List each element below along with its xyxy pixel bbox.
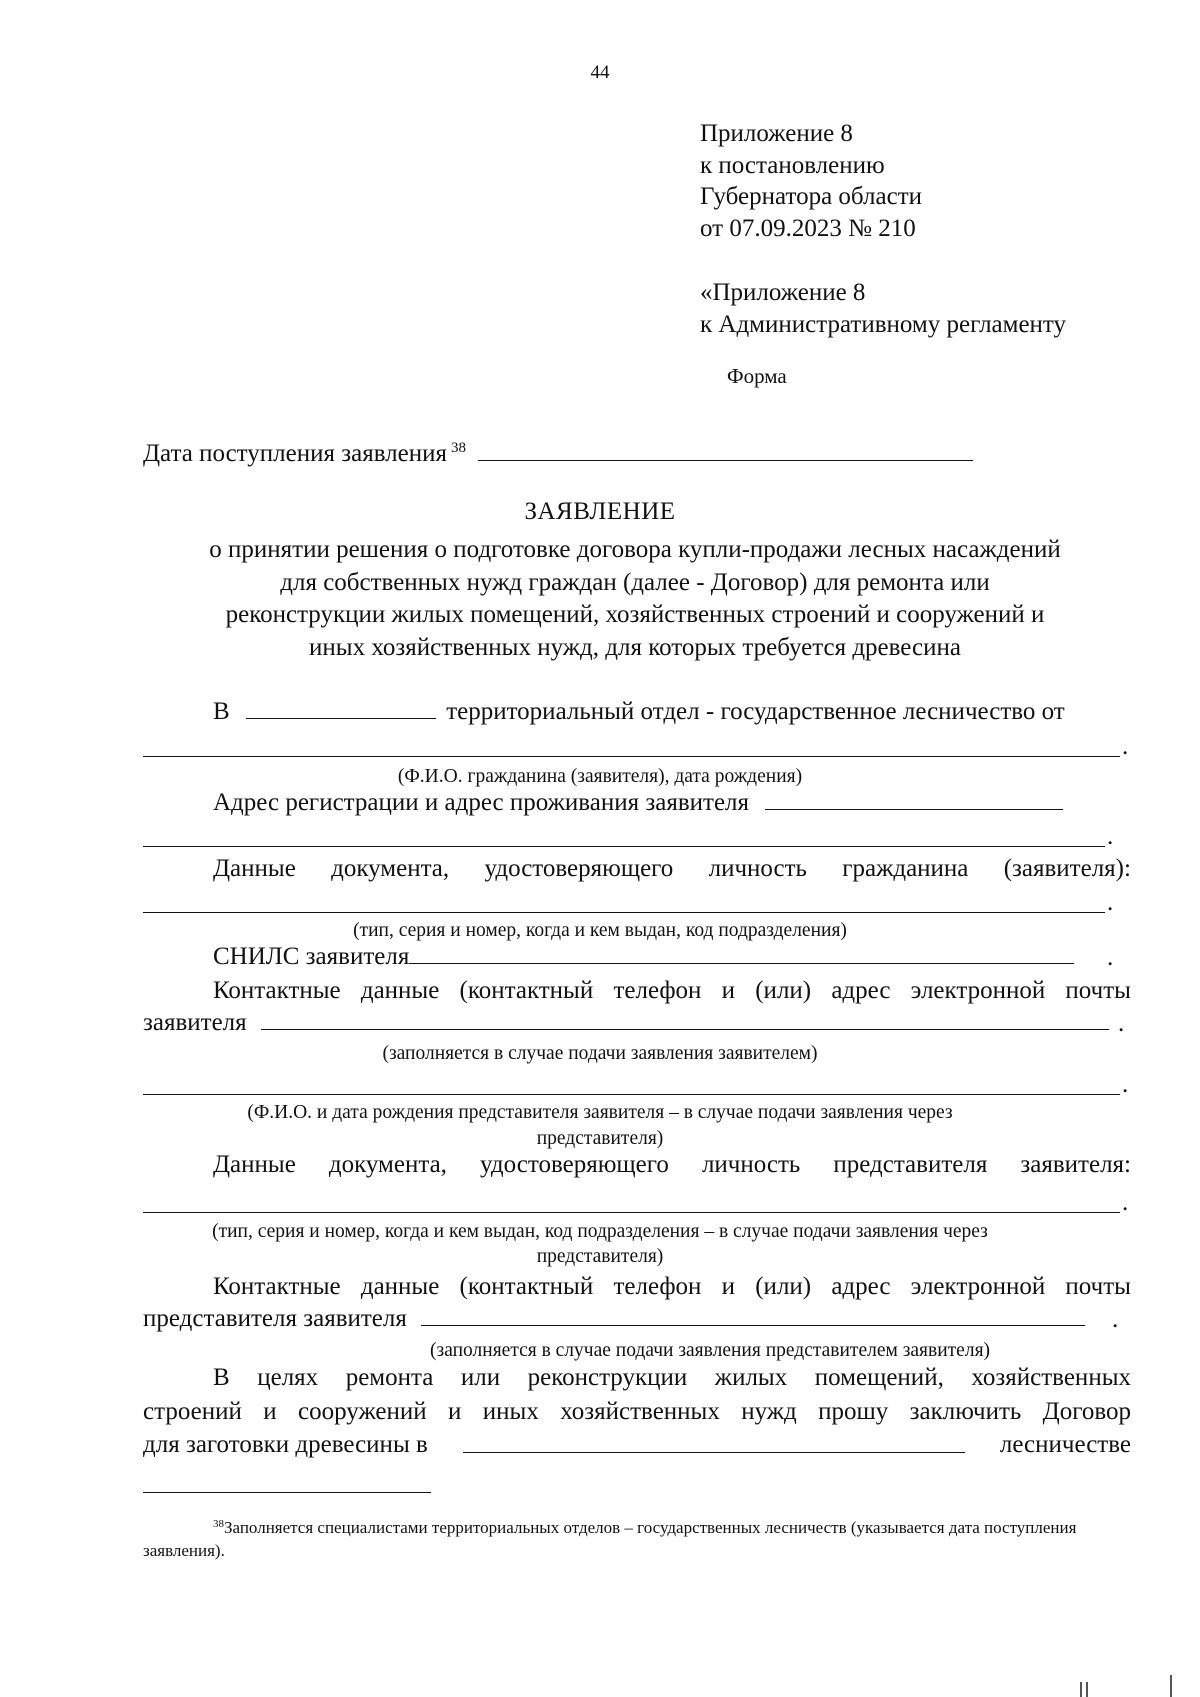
contacts-word: Контактные bbox=[213, 977, 341, 1004]
rep-contacts-word: адрес bbox=[831, 1273, 891, 1300]
appendix-header-line: от 07.09.2023 № 210 bbox=[700, 214, 916, 242]
appendix-regulation-line: к Административному регламенту bbox=[700, 311, 1067, 338]
request-word: Договор bbox=[1042, 1398, 1131, 1425]
request-word: прошу bbox=[818, 1398, 889, 1425]
scan-mark bbox=[1080, 1682, 1082, 1697]
request-word: жилых bbox=[714, 1364, 788, 1391]
address-row bbox=[213, 789, 1063, 817]
contacts-caption: (заполняется в случае подачи заявления заявителем) bbox=[382, 1043, 818, 1064]
contacts-row bbox=[213, 977, 1131, 1005]
id-doc-word: (заявителя): bbox=[1003, 855, 1131, 882]
contacts-field[interactable] bbox=[261, 1028, 1109, 1030]
rep-contacts-word: (контактный bbox=[459, 1273, 594, 1300]
snils-label: СНИЛС заявителя bbox=[213, 943, 410, 970]
id-doc-word: личность bbox=[708, 855, 807, 882]
id-doc-word: документа, bbox=[331, 855, 450, 882]
to-prefix: В bbox=[213, 698, 230, 725]
appendix-regulation bbox=[700, 277, 1066, 341]
request-word: хозяйственных bbox=[560, 1398, 720, 1425]
appendix-header-line: Приложение 8 bbox=[700, 120, 853, 147]
representative-name-field[interactable] bbox=[143, 1094, 1120, 1095]
rep-contacts-row-cont bbox=[143, 1305, 1085, 1333]
subtitle-line: реконструкции жилых помещений, хозяйственных строений и сооружений и bbox=[225, 601, 1045, 628]
date-received-field[interactable] bbox=[478, 459, 973, 461]
contacts-label-cont: заявителя bbox=[143, 1009, 247, 1036]
rep-doc-word: личность bbox=[701, 1151, 801, 1178]
request-word: заключить bbox=[909, 1398, 1022, 1425]
form-label: Форма bbox=[727, 364, 787, 388]
address-field-cont[interactable] bbox=[143, 846, 1105, 847]
request-line bbox=[143, 1398, 1131, 1426]
line-end-dot: . bbox=[1107, 944, 1114, 971]
id-doc-word: гражданина bbox=[842, 855, 969, 882]
rep-doc-field[interactable] bbox=[143, 1212, 1120, 1213]
line-end-dot: . bbox=[1107, 889, 1114, 916]
rep-doc-row bbox=[213, 1151, 1131, 1179]
date-received-label: Дата поступления заявления bbox=[143, 440, 448, 467]
id-doc-field[interactable] bbox=[143, 912, 1105, 913]
to-department-row bbox=[213, 698, 1065, 726]
contacts-word: электронной bbox=[910, 977, 1046, 1004]
line-end-dot: . bbox=[1107, 823, 1114, 850]
request-line bbox=[213, 1364, 1131, 1392]
address-field[interactable] bbox=[765, 808, 1063, 810]
rep-contacts-row bbox=[213, 1273, 1131, 1301]
id-doc-row bbox=[213, 855, 1131, 883]
request-word: целях bbox=[257, 1364, 319, 1391]
snils-row bbox=[213, 943, 1074, 971]
request-word: помещений, bbox=[814, 1364, 944, 1391]
subtitle-line: иных хозяйственных нужд, для которых требуется древесина bbox=[309, 633, 961, 661]
contacts-word: адрес bbox=[831, 977, 891, 1004]
request-word: строений bbox=[143, 1398, 242, 1425]
request-word: ремонта bbox=[345, 1364, 434, 1391]
scan-mark bbox=[1086, 1682, 1088, 1697]
document-title: ЗАЯВЛЕНИЕ bbox=[524, 498, 676, 525]
applicant-caption: (Ф.И.О. гражданина (заявителя), дата рождения) bbox=[397, 766, 803, 787]
rep-contacts-word: телефон bbox=[613, 1273, 702, 1300]
appendix-header-line: Губернатора области bbox=[700, 183, 922, 210]
request-word: или bbox=[460, 1364, 501, 1391]
date-received-row bbox=[143, 440, 973, 468]
department-field[interactable] bbox=[246, 717, 436, 719]
request-line bbox=[143, 1431, 1131, 1459]
representative-caption: представителя) bbox=[536, 1128, 664, 1149]
rep-doc-word: заявителя: bbox=[1020, 1151, 1131, 1178]
rep-contacts-word: почты bbox=[1065, 1273, 1131, 1300]
appendix-regulation-line: «Приложение 8 bbox=[700, 279, 866, 306]
snils-field[interactable] bbox=[409, 962, 1074, 964]
id-doc-word: Данные bbox=[213, 855, 296, 882]
request-word: В bbox=[213, 1364, 230, 1391]
rep-contacts-label-cont: представителя заявителя bbox=[143, 1305, 407, 1332]
line-end-dot: . bbox=[1118, 1010, 1125, 1037]
rep-contacts-word: электронной bbox=[910, 1273, 1046, 1300]
request-word: сооружений bbox=[298, 1398, 427, 1425]
request-word: и bbox=[263, 1398, 277, 1425]
request-word: реконструкции bbox=[527, 1364, 688, 1391]
rep-doc-word: Данные bbox=[213, 1151, 296, 1178]
rep-doc-caption: представителя) bbox=[536, 1246, 664, 1267]
id-doc-word: удостоверяющего bbox=[484, 855, 674, 882]
request-word: хозяйственных bbox=[971, 1364, 1131, 1391]
appendix-header bbox=[700, 118, 922, 244]
request-word: нужд bbox=[741, 1398, 797, 1425]
applicant-name-field[interactable] bbox=[143, 756, 1120, 757]
contacts-word: данные bbox=[360, 977, 440, 1004]
contacts-word: (или) bbox=[755, 977, 812, 1004]
representative-caption: (Ф.И.О. и дата рождения представителя заявителя – в случае подачи заявления через bbox=[247, 1102, 953, 1123]
line-end-dot: . bbox=[1122, 733, 1129, 760]
contacts-word: и bbox=[721, 977, 736, 1004]
rep-doc-word: документа, bbox=[328, 1151, 447, 1178]
to-suffix: территориальный отдел - государственное лесничество от bbox=[446, 698, 1065, 725]
contacts-row-cont bbox=[143, 1009, 1109, 1037]
line-end-dot: . bbox=[1112, 1306, 1119, 1333]
request-prefix: для заготовки древесины в bbox=[143, 1431, 428, 1458]
address-label: Адрес регистрации и адрес проживания заявителя bbox=[213, 789, 750, 816]
scan-mark bbox=[1170, 1675, 1172, 1697]
rep-doc-caption: (тип, серия и номер, когда и кем выдан, код подразделения – в случае подачи заявления через bbox=[212, 1221, 988, 1242]
forestry-field[interactable] bbox=[463, 1451, 965, 1453]
rep-contacts-word: и bbox=[721, 1273, 736, 1300]
footnote-number: 38 bbox=[213, 1518, 224, 1530]
document-subtitle bbox=[140, 534, 1130, 664]
rep-doc-word: удостоверяющего bbox=[480, 1151, 669, 1178]
footnote-divider bbox=[143, 1492, 431, 1493]
rep-contacts-word: данные bbox=[360, 1273, 440, 1300]
appendix-header-line: к постановлению bbox=[700, 151, 885, 179]
rep-contacts-caption: (заполняется в случае подачи заявления представителем заявителя) bbox=[430, 1340, 991, 1361]
footnote-text: Заполняется специалистами территориальных отделов – государственных лесничеств (указывается дата поступления заявления). bbox=[143, 1518, 1077, 1560]
line-end-dot: . bbox=[1122, 1189, 1129, 1216]
subtitle-line: о принятии решения о подготовке договора купли-продажи лесных насаждений bbox=[209, 536, 1061, 563]
footnote-ref: 38 bbox=[451, 440, 467, 456]
rep-doc-word: представителя bbox=[833, 1151, 988, 1178]
contacts-word: почты bbox=[1065, 977, 1131, 1004]
request-word: и bbox=[448, 1398, 462, 1425]
rep-contacts-word: Контактные bbox=[213, 1273, 341, 1300]
contacts-word: телефон bbox=[613, 977, 702, 1004]
rep-contacts-field[interactable] bbox=[421, 1324, 1085, 1326]
rep-contacts-word: (или) bbox=[755, 1273, 812, 1300]
page-number: 44 bbox=[590, 62, 610, 83]
request-word: иных bbox=[482, 1398, 539, 1425]
line-end-dot: . bbox=[1122, 1071, 1129, 1098]
subtitle-line: для собственных нужд граждан (далее - Договор) для ремонта или bbox=[280, 568, 990, 596]
id-doc-caption: (тип, серия и номер, когда и кем выдан, код подразделения) bbox=[353, 920, 847, 941]
request-suffix: лесничестве bbox=[999, 1431, 1131, 1458]
footnote bbox=[143, 1513, 1133, 1562]
contacts-word: (контактный bbox=[459, 977, 594, 1004]
